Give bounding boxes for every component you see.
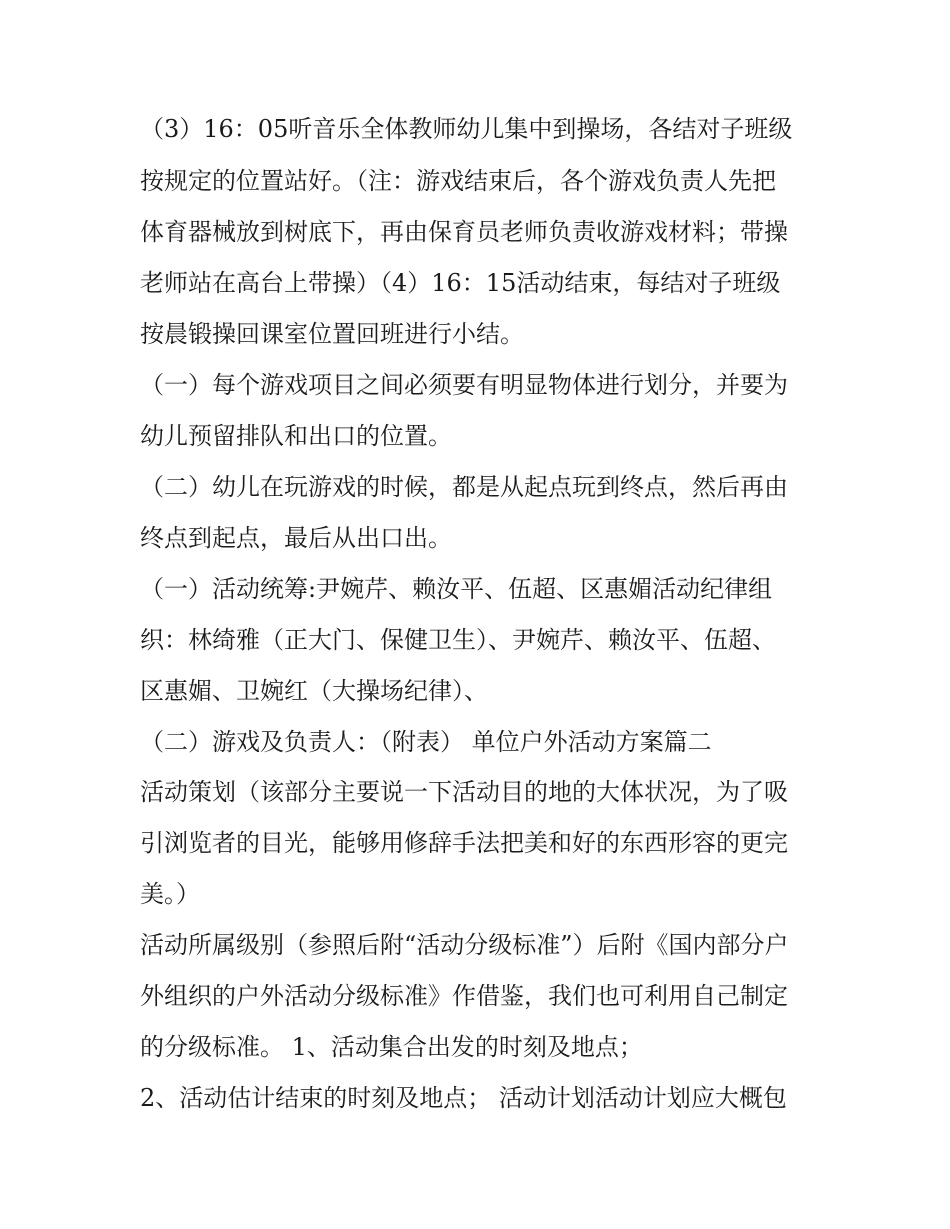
text-line: 2、活动估计结束的时刻及地点； 活动计划活动计划应大概包 <box>140 1084 787 1112</box>
text-line: 活动所属级别（参照后附“活动分级标准”）后附《国内部分户 <box>140 931 789 959</box>
text-line: 终点到起点，最后从出口出。 <box>140 524 452 552</box>
text-line: 老师站在高台上带操）（4）16：15活动结束，每结对子班级 <box>140 269 781 297</box>
text-line: 引浏览者的目光，能够用修辞手法把美和好的东西形容的更完 <box>140 829 788 857</box>
text-line: 体育器械放到树底下，再由保育员老师负责收游戏材料；带操 <box>140 218 788 246</box>
text-line: （一）活动统筹:尹婉芹、赖汝平、伍超、区惠媚活动纪律组 <box>140 575 773 603</box>
text-line: 活动策划（该部分主要说一下活动目的地的大体状况，为了吸 <box>140 778 788 806</box>
text-line: 美。） <box>140 880 200 908</box>
text-line: 按晨锻操回课室位置回班进行小结。 <box>140 320 524 348</box>
text-line: 的分级标准。 1、活动集合出发的时刻及地点； <box>140 1033 643 1061</box>
text-line: 织：林绮雅（正大门、保健卫生）、尹婉芹、赖汝平、伍超、 <box>140 626 776 654</box>
text-line: （二）游戏及负责人：（附表） 单位户外活动方案篇二 <box>140 728 712 756</box>
text-line: （一）每个游戏项目之间必须要有明显物体进行划分，并要为 <box>140 371 788 399</box>
text-line: 区惠媚、卫婉红（大操场纪律）、 <box>140 677 488 705</box>
text-line: 按规定的位置站好。（注：游戏结束后，各个游戏负责人先把 <box>140 167 776 195</box>
text-line: 外组织的户外活动分级标准》作借鉴，我们也可利用自己制定 <box>140 982 788 1010</box>
text-line: （3）16：05听音乐全体教师幼儿集中到操场，各结对子班级 <box>140 115 793 143</box>
text-line: 幼儿预留排队和出口的位置。 <box>140 422 452 450</box>
text-line: （二）幼儿在玩游戏的时候，都是从起点玩到终点，然后再由 <box>140 473 788 501</box>
